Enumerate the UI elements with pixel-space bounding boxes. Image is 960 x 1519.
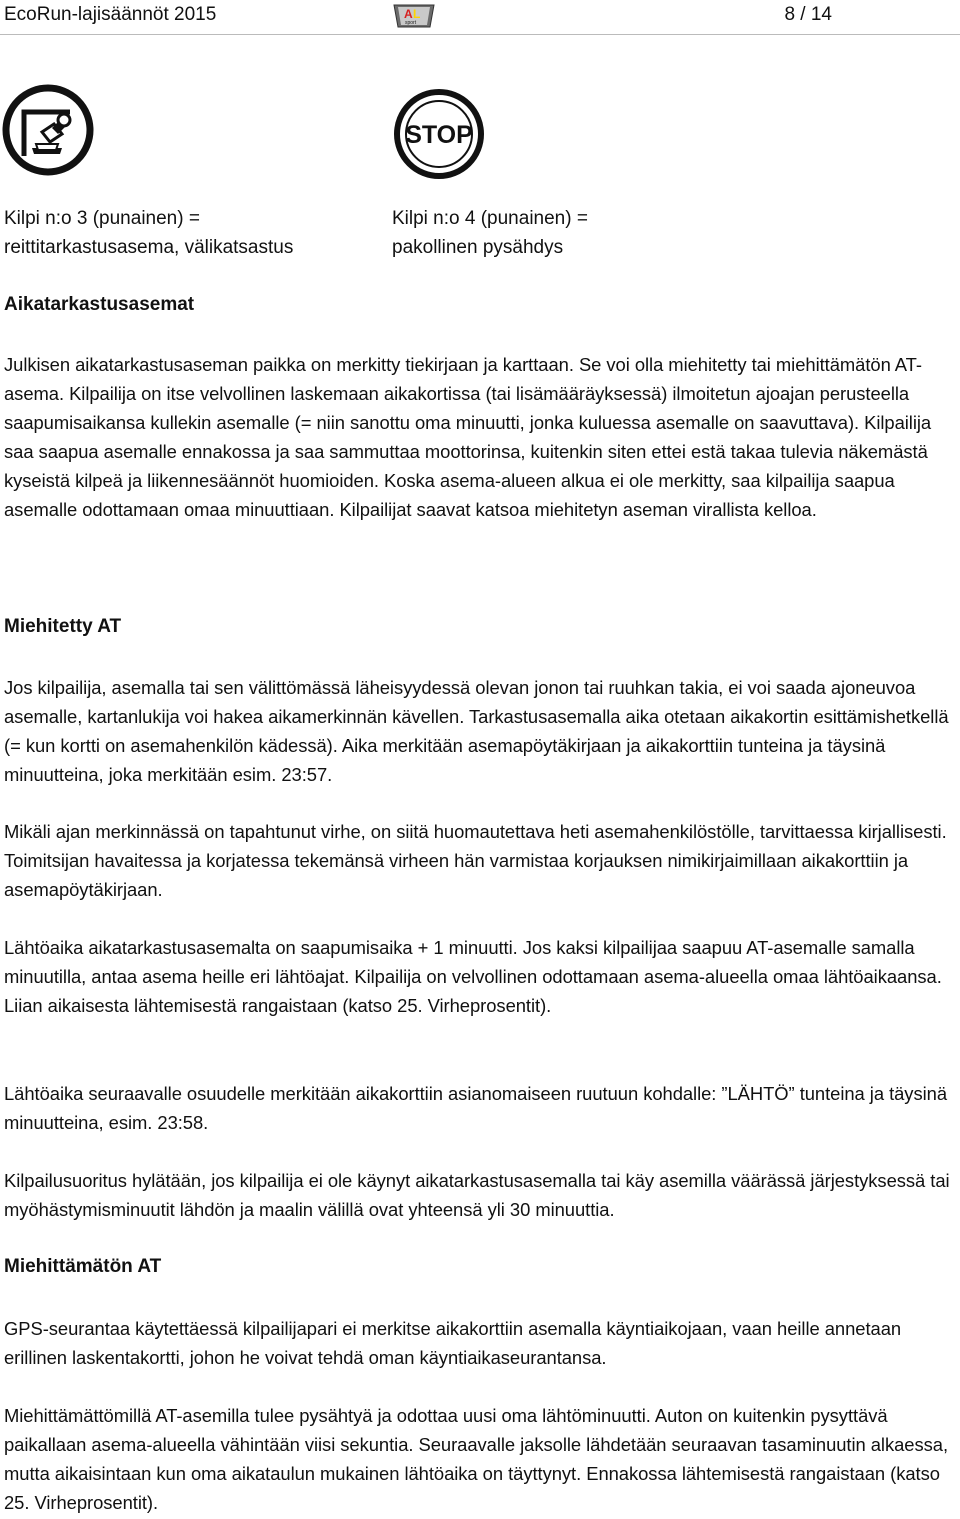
header-divider [0, 34, 960, 35]
paragraph-miehitetty-1: Jos kilpailija, asemalla tai sen välittömässä läheisyydessä olevan jonon tai ruuhkan takia, ei voi saada ajoneuvoa asemalle, kartanlukija voi hakea aikamerkinnän kävellen. Tarkastusasemalla aika otetaan aikakortin esittämishetkellä (= kun kortti on asemahenkilön kädessä). Aika merkitään asemapöytäkirjaan ja aikakorttiin tunteina ja täysinä minuutteina, joka merkitään esim. 23:57. [4, 677, 949, 785]
page-number: 8 / 14 [784, 4, 832, 25]
paragraph-miehitetty-4: Lähtöaika seuraavalle osuudelle merkitään aikakorttiin asianomaiseen ruutuun kohdalle: ”LÄHTÖ” tunteina ja täysinä minuutteina, esim. 23:58. [4, 1083, 947, 1133]
page-header [0, 0, 960, 34]
heading-aikatarkastusasemat: Aikatarkastusasemat [4, 294, 195, 315]
hand-stamp-icon [2, 84, 94, 176]
sign-4-line-2: pakollinen pysähdys [392, 237, 564, 258]
paragraph-miehittamaton-2: Miehittämättömillä AT-asemilla tulee pysähtyä ja odottaa uusi oma lähtöminuutti. Auton on kuitenkin pysyttävä paikallaan asema-alueella vähintään viisi sekuntia. Seuraavalle jaksolle lähdetään seuraavan tasaminuutin alkaessa, mutta aikaisintaan kun oma aikataulun mukainen lähtöaika on täyttynyt. Ennakossa lähtemisestä rangaistaan (katso 25. Virheprosentit). [4, 1405, 949, 1513]
sign-3-caption [4, 204, 293, 262]
heading-miehitetty-at: Miehitetty AT [4, 616, 122, 637]
svg-text:A: A [404, 7, 413, 21]
paragraph-miehitetty-2: Mikäli ajan merkinnässä on tapahtunut virhe, on siitä huomautettava heti asemahenkilöstölle, tarvittaessa kirjallisesti. Toimitsijan havaitessa ja korjatessa tekemänsä virheen hän varmistaa korjauksen nimikirjaimillaan aikakorttiin ja asemapöytäkirjaan. [4, 821, 947, 900]
heading-miehittamaton-at: Miehittämätön AT [4, 1256, 162, 1277]
stop-sign-icon [393, 88, 485, 180]
sign-4-caption [392, 204, 588, 262]
paragraph-miehitetty-3: Lähtöaika aikatarkastusasemalta on saapumisaika + 1 minuutti. Jos kaksi kilpailijaa saapuu AT-asemalle samalla minuutilla, antaa asema heille eri lähtöajat. Kilpailija on velvollinen odottamaan asema-alueella omaa lähtöaikaansa. Liian aikaisesta lähtemisestä rangaistaan (katso 25. Virheprosentit). [4, 937, 942, 1016]
document-title: EcoRun-lajisäännöt 2015 [4, 4, 217, 25]
paragraph-aikatarkastus: Julkisen aikatarkastusaseman paikka on merkitty tiekirjaan ja karttaan. Se voi olla miehitetty tai miehittämätön AT-asema. Kilpailija on itse velvollinen laskemaan aikakortissa (tai lisämääräyksessä) ilmoitetun ajoajan perusteella saapumisaikansa kullekin asemalle (= niin sanottu oma minuutti, jonka kuluessa asemalle on saavuttava). Kilpailija saa saapua asemalle ennakossa ja saa sammuttaa moottorinsa, kuitenkin siten ettei estä takaa tulevia näkemästä kyseistä kilpeä ja liikennesäännöt huomioiden. Koska asema-alueen alkua ei ole merkitty, saa kilpailija saapua asemalle odottamaan omaa minuuttiaan. Kilpailijat saavat katsoa miehitetyn aseman virallista kelloa. [4, 354, 932, 520]
sign-3-line-2: reittitarkastusasema, välikatsastus [4, 237, 294, 258]
paragraph-miehittamaton-1: GPS-seurantaa käytettäessä kilpailijapari ei merkitse aikakorttiin asemalla käyntiaikojaan, vaan heille annetaan erillinen laskentakortti, johon he voivat tehdä oman käyntiaikaseurantansa. [4, 1318, 902, 1368]
stop-sign-text: STOP [405, 121, 473, 149]
paragraph-miehitetty-5: Kilpailusuoritus hylätään, jos kilpailija ei ole käynyt aikatarkastusasemalla tai käy asemilla väärässä järjestyksessä tai myöhästymisminuutit lähdön ja maalin välillä ovat yhteensä yli 30 minuuttia. [4, 1170, 950, 1220]
sign-4-line-1: Kilpi n:o 4 (punainen) = [392, 208, 588, 229]
svg-text:sport: sport [405, 20, 417, 26]
svg-text:L: L [413, 7, 421, 21]
al-sport-logo [390, 2, 438, 30]
sign-3-line-1: Kilpi n:o 3 (punainen) = [4, 208, 200, 229]
